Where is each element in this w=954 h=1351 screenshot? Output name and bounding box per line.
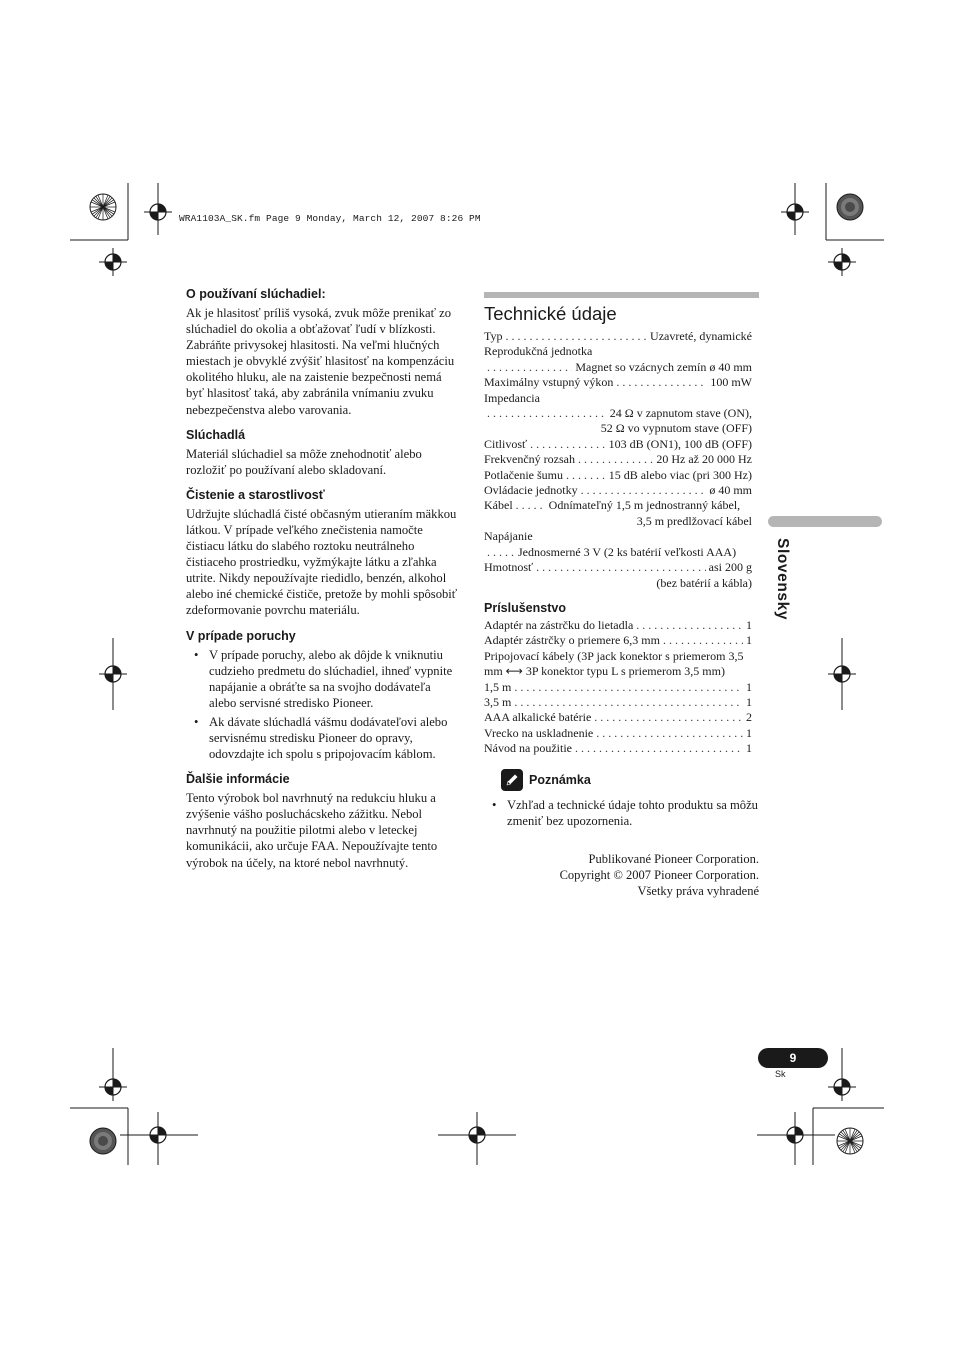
accessory-qty: 2	[746, 710, 752, 725]
accessory-row	[484, 680, 752, 695]
accessory-cables-line1: Pripojovací kábely (3P jack konektor s priemerom 3,5	[484, 648, 744, 663]
spec-row-sensitivity	[484, 437, 752, 452]
section-text-more-info: Tento výrobok bol navrhnutý na redukciu hluku a zvýšenie vášho posluchácskeho zážitku. Nebol navrhnutý na použitie pilotmi alebo v leteckej komunikácii, ako určuje FAA. Nepoužívajte tento výrobok na účely, na ktoré nebol navrhnutý.	[186, 791, 438, 870]
section-heading-usage: O používaní slúchadiel:	[186, 287, 326, 301]
list-item: • Ak dávate slúchadlá vášmu dodávateľovi alebo servisnému stredisku Pioneer do opravy, odovzdajte ich spolu s pripojovacím káblom.	[186, 714, 461, 762]
accessory-label: Adaptér na zástrčku do lietadla	[484, 617, 634, 632]
spec-value: 100 mW	[710, 375, 752, 390]
spec-value: Uzavreté, dynamické	[650, 329, 752, 343]
spec-value: 24 Ω v zapnutom stave (ON),	[609, 406, 752, 421]
accessory-label: AAA alkalické batérie	[484, 710, 592, 725]
section-heading-malfunction: V prípade poruchy	[186, 628, 296, 643]
accessory-cables-type: 3P konektor typu L s priemerom 3,5 mm)	[525, 664, 725, 679]
double-arrow-icon: ⟷	[505, 664, 523, 679]
spec-label-power-supply: Napájanie	[484, 529, 533, 544]
spec-label: Potlačenie šumu	[484, 467, 563, 482]
spec-row-cable	[484, 498, 752, 513]
section-text-usage: Ak je hlasitosť príliš vysoká, zvuk môže prenikať zo slúchadiel do okolia a obťažovať ľudí v blízkosti. Zabráňte privysokej hlasitosti. Na veľmi hlučných miestach je obvyklé zvýšiť hlasitosť na kompenzáciu okolitého hluku, ale na zaistenie bezpečnosti nemá byť hlasitosť taká, aby zabránila vnímaniu zvuku nebezpečenstva alebo varovania.	[186, 306, 455, 417]
section-text-cleaning: Udržujte slúchadlá čisté občasným utieraním mäkkou látkou. V prípade veľkého znečistenia namočte čistiacu látku do slabého roztoku neutrálneho čistiaceho prostriedku, vyžmýkajte látku a zľahka utrite. Nikdy nepoužívajte riedidlo, benzén, alkohol alebo iné chemické čističe, pretože by mohli spôsobiť zdeformovanie povrchu materiálu.	[186, 506, 458, 618]
spec-value: 15 dB alebo viac (pri 300 Hz)	[608, 467, 752, 482]
spec-row-noise	[484, 468, 752, 483]
accessory-qty: 1	[746, 741, 752, 756]
accessory-label: Návod na použitie	[484, 741, 572, 756]
spec-value-cable-extension: 3,5 m predlžovací kábel	[636, 513, 752, 528]
section-heading-more-info: Ďalšie informácie	[186, 772, 290, 787]
accessory-label: Adaptér zástrčky o priemere 6,3 mm	[484, 633, 660, 648]
page-title: Technické údaje	[484, 303, 617, 324]
title-bar	[484, 292, 759, 298]
section-heading-headphones: Slúchadlá	[186, 427, 246, 442]
accessory-qty: 1	[746, 617, 752, 632]
accessory-label: 3,5 m	[484, 694, 512, 709]
pencil-note-icon	[501, 769, 523, 791]
spec-value: ø 40 mm	[709, 483, 752, 498]
spec-value: 103 dB (ON1), 100 dB (OFF)	[608, 436, 752, 451]
rights-line: Všetky práva vyhradené	[637, 883, 759, 898]
accessory-label: Vrecko na uskladnenie	[484, 725, 594, 740]
accessory-row	[484, 633, 752, 648]
accessory-cables-unit: mm	[484, 664, 503, 679]
spec-row-power-supply	[484, 545, 752, 560]
accessories-heading: Príslušenstvo	[484, 600, 566, 615]
list-item: • V prípade poruchy, alebo ak dôjde k vniknutiu cudzieho predmetu do slúchadiel, ihneď vypnite napájanie a obráťte sa na svojho dodávateľa alebo servisné stredisko Pioneer.	[186, 647, 461, 711]
spec-label: Citlivosť	[484, 436, 528, 451]
section-text-headphones: Materiál slúchadiel sa môže znehodnotiť alebo rozložiť po používaní alebo skladovaní.	[186, 446, 422, 477]
spec-row-frequency	[484, 452, 752, 467]
note-title: Poznámka	[529, 772, 591, 787]
spec-label: Frekvenčný rozsah	[484, 452, 575, 467]
publisher-block	[484, 851, 759, 899]
spec-row-weight	[484, 560, 752, 575]
spec-label: Hmotnosť	[484, 560, 534, 575]
list-item: • Vzhľad a technické údaje tohto produktu sa môžu zmeniť bez upozornenia.	[484, 797, 759, 829]
spec-table	[484, 329, 759, 591]
spec-label: Typ	[484, 329, 503, 343]
section-heading-cleaning: Čistenie a starostlivosť	[186, 487, 325, 502]
right-column	[484, 292, 759, 899]
accessory-qty: 1	[746, 679, 752, 694]
spec-label: Kábel	[484, 498, 513, 513]
spec-value: Jednosmerné 3 V (2 ks batérií veľkosti AAA)	[518, 544, 737, 559]
language-tab-label: Slovensky	[774, 538, 791, 621]
malfunction-list	[186, 647, 461, 763]
accessory-label: 1,5 m	[484, 679, 512, 694]
spec-label-impedance: Impedancia	[484, 390, 540, 405]
spec-value: 20 Hz až 20 000 Hz	[656, 452, 752, 467]
accessory-cables-line2	[484, 664, 752, 679]
spec-row-power	[484, 375, 752, 390]
note-header	[501, 769, 759, 791]
accessory-row	[484, 741, 752, 756]
accessory-qty: 1	[746, 694, 752, 709]
left-column	[186, 286, 461, 871]
spec-row-driver	[484, 360, 752, 375]
accessory-qty: 1	[746, 725, 752, 740]
accessories	[484, 600, 759, 757]
spec-label: Maximálny vstupný výkon	[484, 375, 614, 390]
note-list	[484, 797, 759, 829]
spec-row-controller	[484, 483, 752, 498]
spec-value-weight-note: (bez batérií a kábla)	[656, 575, 752, 590]
accessory-qty: 1	[746, 633, 752, 648]
accessory-row	[484, 618, 752, 633]
accessory-row	[484, 710, 752, 725]
spec-label-driver: Reprodukčná jednotka	[484, 344, 593, 359]
spec-label: Ovládacie jednotky	[484, 483, 578, 498]
copyright-line: Copyright © 2007 Pioneer Corporation.	[559, 867, 759, 882]
publisher-line: Publikované Pioneer Corporation.	[588, 851, 759, 866]
spec-value: Magnet so vzácnych zemín ø 40 mm	[575, 359, 752, 374]
page-number: 9	[758, 1048, 828, 1068]
accessory-row	[484, 726, 752, 741]
print-info-header: WRA1103A_SK.fm Page 9 Monday, March 12, 2007 8:26 PM	[179, 213, 481, 224]
spec-row-impedance	[484, 406, 752, 421]
language-tab-bar	[768, 516, 882, 527]
spec-value: asi 200 g	[708, 560, 752, 575]
spec-value: Odnímateľný 1,5 m jednostranný kábel,	[548, 498, 741, 513]
accessory-row	[484, 695, 752, 710]
spec-value-impedance-off: 52 Ω vo vypnutom stave (OFF)	[600, 421, 752, 436]
spec-row-type	[484, 329, 752, 344]
page-language-code: Sk	[775, 1069, 786, 1079]
